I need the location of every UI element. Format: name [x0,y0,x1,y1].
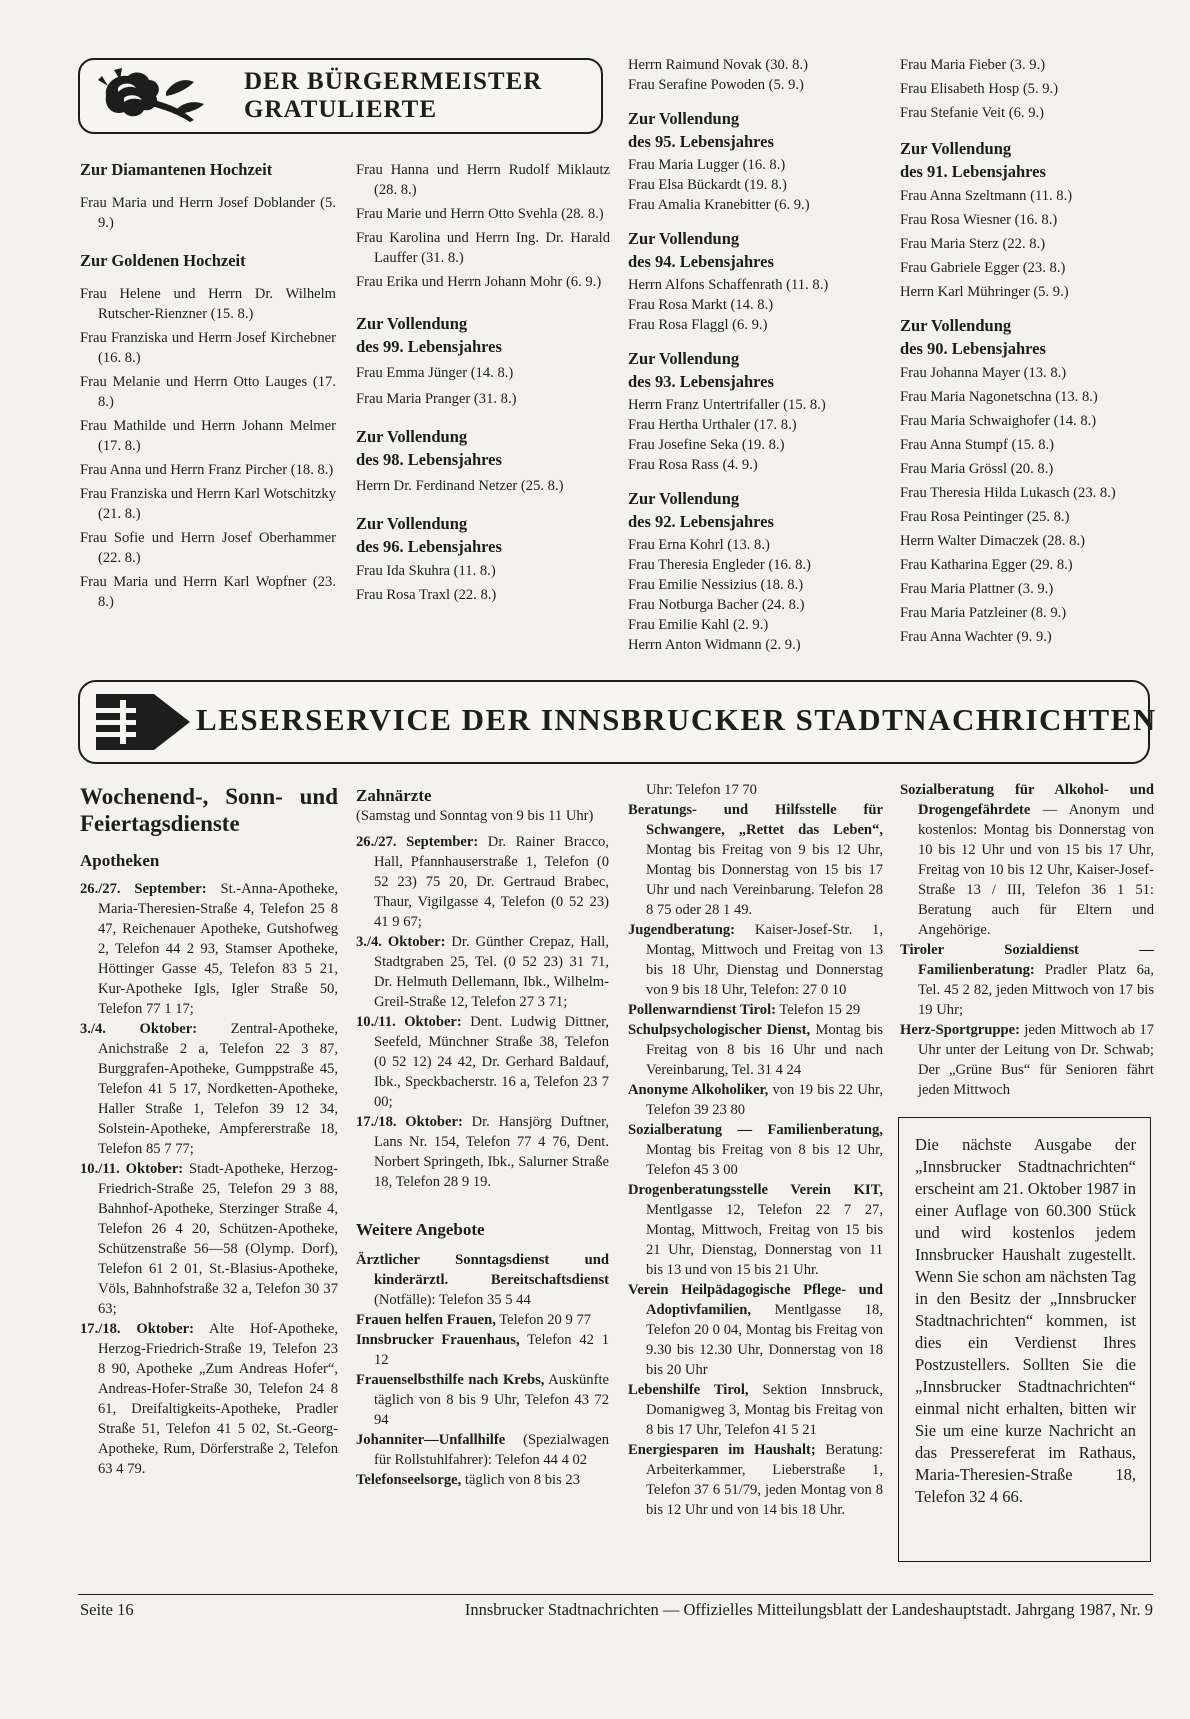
social-services-column [900,780,1154,1100]
item-text: Montag bis Freitag von 8 bis 16 Uhr und nach Vereinbarung, Tel. 31 4 24 [646,1022,883,1078]
item-text: St.-Anna-Apotheke, Maria-Theresien-Straße 4, Telefon 25 8 47, Reichenauer Apotheke, Gutshofweg 2, Telefon 44 2 93, Stamser Apotheke, Höttinger Gasse 45, Telefon 83 5 21, Kur-Apotheke Igls, Igler Straße 50, Telefon 77 1 17; [98,881,339,1017]
item-lead: Ärztlicher Sonntagsdienst und kinderärztl. Bereitschaftsdienst [356,1252,609,1288]
list-item: Frau Maria Schwaighofer (14. 8.) [900,413,1097,429]
list-item [628,1120,883,1180]
publication-line: Innsbrucker Stadtnachrichten — Offizielles Mitteilungsblatt der Landeshauptstadt. Jahrgang 1987, Nr. 9 [464,1600,1153,1619]
item-text: Montag bis Freitag von 9 bis 12 Uhr, Montag bis Donnerstag von 15 bis 17 Uhr und nach Vereinbarung. Telefon 28 8 75 oder 28 1 49. [646,842,883,918]
list-item: Herrn Raimund Novak (30. 8.) [628,57,808,73]
list-item [356,832,609,932]
list-item: Frau Maria und Herrn Karl Wopfner (23. 8.) [80,574,336,610]
list-item [628,920,883,1000]
age-93-continued [900,55,1152,123]
list-item [628,1180,883,1280]
list-item: Frau Stefanie Veit (6. 9.) [900,105,1045,121]
item-text: Sektion Innsbruck, Domanigweg 3, Montag bis Freitag von 8 bis 17 Uhr, Telefon 41 5 21 [646,1382,883,1438]
list-item: Frau Karolina und Herrn Ing. Dr. Harald Lauffer (31. 8.) [356,230,610,266]
item-lead: Sozialberatung — Familienberatung, [628,1122,883,1138]
list-item: Frau Emma Jünger (14. 8.) [356,365,514,381]
list-item [80,1019,338,1159]
section-heading: Zur Vollendung [900,316,1012,335]
list-item: Frau Rosa Flaggl (6. 9.) [628,317,768,333]
list-item: Frau Maria Plattner (3. 9.) [900,581,1054,597]
list-item [356,1370,609,1430]
list-item [628,800,883,920]
item-lead: Anonyme Alkoholiker, [628,1082,769,1098]
list-item: Herrn Franz Untertrifaller (15. 8.) [628,397,826,413]
list-item: Frau Rosa Wiesner (16. 8.) [900,212,1058,228]
list-item: Frau Gabriele Egger (23. 8.) [900,260,1066,276]
item-text: Auskünfte täglich von 8 bis 9 Uhr, Telefon 43 72 94 [374,1372,609,1428]
list-item [900,780,1154,940]
list-item: Frau Josefine Seka (19. 8.) [628,437,785,453]
item-text: Dr. Rainer Bracco, Hall, Pfannhauserstraße 1, Telefon (0 52 23) 75 20, Dr. Gertraud Brabec, Thaur, Vigilgasse 4, Telefon (0 52 23) 41 9 67; [374,834,609,930]
item-text: Pradler Platz 6a, Tel. 45 2 82, jeden Mittwoch von 17 bis 19 Uhr; [918,962,1154,1018]
list-item [628,1440,883,1520]
list-item: Frau Maria Pranger (31. 8.) [356,391,517,407]
list-item [80,879,338,1019]
next-issue-notice: Die nächste Ausgabe der „Innsbrucker Stadtnachrichten“ erscheint am 21. Oktober 1987 in einer Auflage von 60.300 Stück und wird kostenlos jedem Innsbrucker Haushalt zugestellt. Wenn Sie schon am nächsten Tag in den Besitz der „Innsbrucker Stadtnachrichten“ kommen, ist dies ein Verdienst Ihres Postzustellers. Sollten Sie die „Innsbrucker Stadtnachrichten“ einmal nicht erhalten, bitten wir Sie um eine kurze Nachricht an das Pressereferat im Rathaus, Maria-Theresien-Straße 18, Telefon 32 4 66. [898,1117,1151,1562]
item-lead: Drogenberatungsstelle Verein KIT, [628,1182,883,1198]
item-lead: Pollenwarndienst Tirol: [628,1002,776,1018]
age-96-continued [628,55,880,95]
age-93-section [628,349,880,475]
item-text: Dent. Ludwig Dittner, Seefeld, Münchner Straße 38, Telefon (0 52 12) 24 42, Dr. Gerhard Baldauf, Ibk., Speckbacherstr. 16 a, Telefon 23 7 00; [374,1014,609,1110]
list-item: Frau Maria und Herrn Josef Doblander (5. 9.) [80,195,336,231]
list-item: Frau Ida Skuhra (11. 8.) [356,563,496,579]
item-text: Mentlgasse 18, Telefon 20 0 04, Montag bis Freitag von 9.30 bis 12.30 Uhr, Donnerstag von 18 bis 20 Uhr [646,1302,883,1378]
list-item: Frau Maria Fieber (3. 9.) [900,57,1046,73]
list-item: Frau Maria Grössl (20. 8.) [900,461,1054,477]
list-item [80,1159,338,1319]
item-lead: 17./18. Oktober: [356,1114,463,1130]
item-lead: Lebenshilfe Tirol, [628,1382,749,1398]
item-lead: Tiroler Sozialdienst — Familienberatung: [900,942,1154,978]
item-lead: 3./4. Oktober: [356,934,446,950]
item-text: Stadt-Apotheke, Herzog-Friedrich-Straße 25, Telefon 29 3 88, Bahnhof-Apotheke, Sterzinger Straße 4, Telefon 26 4 20, Schützen-Apotheke, Schützenstraße 56—58 (Olymp. Dorf), Telefon 61 2 01, St.-Blasius-Apotheke, Völs, Bahnhofstraße 32 a, Telefon 30 37 63; [98,1161,338,1317]
list-item [356,1330,609,1370]
pharmacy-column [80,783,338,1479]
list-item [628,1080,883,1120]
birthday-banner-line1: DER BÜRGERMEISTER [244,68,543,95]
list-item: Frau Emilie Nessizius (18. 8.) [628,577,804,593]
section-subheading: des 96. Lebensjahres [356,537,502,556]
list-item: Frau Hanna und Herrn Rudolf Miklautz (28. 8.) [356,162,610,198]
list-item [356,1112,609,1192]
list-item: Frau Sofie und Herrn Josef Oberhammer (22. 8.) [80,530,336,566]
reader-service-banner [78,680,1157,764]
birthday-banner [78,58,603,134]
age-90-section [900,316,1152,647]
item-lead: Herz-Sportgruppe: [900,1022,1020,1038]
list-item: Frau Franziska und Herrn Josef Kirchebner (16. 8.) [80,330,336,366]
list-item: Frau Rosa Peintinger (25. 8.) [900,509,1070,525]
list-item: Frau Elisabeth Hosp (5. 9.) [900,81,1059,97]
item-lead: 3./4. Oktober: [80,1021,198,1037]
list-item [356,1250,609,1310]
item-text: Dr. Hansjörg Duftner, Lans Nr. 154, Telefon 77 4 76, Dent. Norbert Springeth, Ibk., Salurner Straße 18, Telefon 28 9 19. [374,1114,609,1190]
item-lead: Johanniter—Unfallhilfe [356,1432,506,1448]
list-item: Herrn Anton Widmann (2. 9.) [628,637,801,653]
list-item: Frau Erna Kohrl (13. 8.) [628,537,770,553]
list-item: Frau Anna Szeltmann (11. 8.) [900,188,1073,204]
age-92-section [628,489,880,655]
section-heading: Zur Diamantenen Hochzeit [80,160,273,179]
item-lead: 17./18. Oktober: [80,1321,194,1337]
item-lead: Jugendberatung: [628,922,736,938]
list-item: Frau Anna und Herrn Franz Pircher (18. 8.) [80,462,334,478]
item-lead: 10./11. Oktober: [80,1161,184,1177]
item-lead: 10./11. Oktober: [356,1014,462,1030]
list-item: Frau Maria Nagonetschna (13. 8.) [900,389,1098,405]
anniversary-column-2 [356,160,610,623]
list-item: Frau Katharina Egger (29. 8.) [900,557,1073,573]
list-item: Frau Rosa Traxl (22. 8.) [356,587,497,603]
list-item: Frau Marie und Herrn Otto Svehla (28. 8.) [356,206,604,222]
item-lead: Frauenselbsthilfe nach Krebs, [356,1372,545,1388]
list-item: Frau Serafine Powoden (5. 9.) [628,77,804,93]
item-lead: 26./27. September: [356,834,479,850]
list-item [628,1380,883,1440]
age-99-section [356,314,610,409]
golden-wedding-continued [356,160,610,292]
item-text: Montag bis Freitag von 8 bis 12 Uhr, Telefon 45 3 00 [646,1142,883,1178]
age-95-section [628,109,880,215]
age-96-section [356,514,610,605]
list-item: Frau Maria Patzleiner (8. 9.) [900,605,1067,621]
list-item [628,1020,883,1080]
item-text: Mentlgasse 12, Telefon 22 7 27, Montag, Mittwoch, Freitag von 15 bis 21 Uhr, Dienstag, Donnerstag von 11 bis 13 und von 15 bis 21 Uhr. [646,1202,883,1278]
list-item: Frau Maria Lugger (16. 8.) [628,157,786,173]
item-lead: Schulpsychologischer Dienst, [628,1022,811,1038]
list-item: Frau Helene und Herrn Dr. Wilhelm Rutscher-Rienzner (15. 8.) [80,286,336,322]
section-heading: Zur Vollendung [356,427,468,446]
list-item: Frau Franziska und Herrn Karl Wotschitzky (21. 8.) [80,486,336,522]
list-item: Frau Anna Stumpf (15. 8.) [900,437,1055,453]
section-heading: Zur Vollendung [628,489,740,508]
list-item: Frau Anna Wachter (9. 9.) [900,629,1052,645]
services-title: Wochenend-, Sonn- und Feiertagsdienste [80,784,338,836]
list-item: Frau Elsa Bückardt (19. 8.) [628,177,787,193]
age-91-section [900,139,1152,302]
golden-wedding-section [80,251,336,612]
list-item: Frau Emilie Kahl (2. 9.) [628,617,769,633]
anniversary-column-1 [80,160,336,630]
dentist-heading: Zahnärzte [356,786,432,805]
age-94-section [628,229,880,335]
dentist-column [356,786,609,1490]
list-item [628,1280,883,1380]
list-item: Frau Maria Sterz (22. 8.) [900,236,1046,252]
item-text: jeden Mittwoch ab 17 Uhr unter der Leitung von Dr. Schwab; Der „Grüne Bus“ für Senioren fährt jeden Mittwoch [918,1022,1154,1098]
list-item [356,1012,609,1112]
diamond-wedding-section [80,160,336,233]
list-item [356,1430,609,1470]
item-lead: Frauen helfen Frauen, [356,1312,496,1328]
section-subheading: des 90. Lebensjahres [900,339,1046,358]
section-heading: Zur Vollendung [628,109,740,128]
item-text: Telefon 15 29 [775,1002,861,1018]
section-heading: Zur Vollendung [628,229,740,248]
item-lead: Verein Heilpädagogische Pflege- und Adoptivfamilien, [628,1282,883,1318]
anniversary-column-3 [628,55,880,673]
list-item [900,1020,1154,1100]
section-subheading: des 91. Lebensjahres [900,162,1046,181]
birthday-banner-line2: GRATULIERTE [244,96,438,123]
section-subheading: des 99. Lebensjahres [356,337,502,356]
rose-emblem-icon [94,66,214,128]
item-lead: Innsbrucker Frauenhaus, [356,1332,520,1348]
birthday-banner-title [244,68,594,124]
list-item: Frau Erika und Herrn Johann Mohr (6. 9.) [356,274,602,290]
list-item [80,1319,338,1479]
section-subheading: des 94. Lebensjahres [628,252,774,271]
continued-text: Uhr: Telefon 17 70 [646,782,757,798]
list-item: Herrn Dr. Ferdinand Netzer (25. 8.) [356,478,564,494]
item-text: (Notfälle): Telefon 35 5 44 [374,1292,531,1308]
counseling-column [628,780,883,1520]
list-item: Frau Rosa Markt (14. 8.) [628,297,774,313]
section-heading: Zur Goldenen Hochzeit [80,251,246,270]
item-text: Beratung: Arbeiterkammer, Lieberstraße 1, Telefon 37 6 51/79, jeden Montag von 8 bis 12 Uhr und von 14 bis 18 Uhr. [646,1442,883,1518]
list-item: Herrn Alfons Schaffenrath (11. 8.) [628,277,829,293]
list-item: Frau Amalia Kranebitter (6. 9.) [628,197,810,213]
age-98-section [356,427,610,496]
list-item: Frau Theresia Engleder (16. 8.) [628,557,811,573]
footer-divider [78,1594,1153,1595]
item-text: — Anonym und kostenlos: Montag bis Donnerstag von 10 bis 12 Uhr und von 15 bis 17 Uhr, Freitag von 10 bis 12 Uhr, Kaiser-Josef-Straße 13 / III, Telefon 36 1 51: Beratung auch für Eltern und Angehörige. [918,802,1154,938]
item-lead: Telefonseelsorge, [356,1472,462,1488]
item-text: Dr. Günther Crepaz, Hall, Stadtgraben 25, Tel. (0 52 23) 31 71, Dr. Helmuth Dellemann, Ibk., Wilhelm-Greil-Straße 12, Telefon 27 3 71; [374,934,609,1010]
section-heading: Zur Vollendung [356,514,468,533]
item-text: Telefon 20 9 77 [495,1312,592,1328]
item-text: täglich von 8 bis 23 [461,1472,581,1488]
list-item: Herrn Karl Mühringer (5. 9.) [900,284,1069,300]
item-lead: 26./27. September: [80,881,207,897]
anniversary-column-4 [900,55,1152,665]
list-item [356,932,609,1012]
list-item: Frau Theresia Hilda Lukasch (23. 8.) [900,485,1116,501]
list-item: Frau Rosa Rass (4. 9.) [628,457,758,473]
list-item: Herrn Walter Dimaczek (28. 8.) [900,533,1085,549]
section-heading: Zur Vollendung [628,349,740,368]
pharmacy-heading: Apotheken [80,851,160,870]
item-text: Telefon 42 1 12 [374,1332,609,1368]
arrow-logo-icon [90,690,194,754]
list-item [628,1000,883,1020]
other-offers-heading: Weitere Angebote [356,1220,485,1239]
list-item: Frau Johanna Mayer (13. 8.) [900,365,1067,381]
item-lead: Energiesparen im Haushalt; [628,1442,816,1458]
item-lead: Sozialberatung für Alkohol- und Drogengefährdete [900,782,1154,818]
item-text: Zentral-Apotheke, Anichstraße 2 a, Telefon 22 3 87, Burggrafen-Apotheke, Gumppstraße 45, Telefon 41 5 17, Nordketten-Apotheke, Haller Straße 1, Telefon 39 12 34, Solstein-Apotheke, Ampfererstraße 18, Telefon 85 7 77; [98,1021,338,1157]
page-number: Seite 16 [80,1600,134,1619]
section-subheading: des 95. Lebensjahres [628,132,774,151]
list-item [356,1470,609,1490]
item-text: Alte Hof-Apotheke, Herzog-Friedrich-Straße 19, Telefon 23 8 90, Apotheke „Zum Andreas Hofer“, Andreas-Hofer-Straße 30, Telefon 24 8 61, Dreifaltigkeits-Apotheke, Pradler Straße 51, Telefon 41 5 02, St.-Georg-Apotheke, Rum, Dörferstraße 2, Telefon 63 4 79. [98,1321,338,1477]
item-text: (Spezialwagen für Rollstuhlfahrer): Telefon 44 4 02 [374,1432,609,1468]
list-item [900,940,1154,1020]
list-item: Frau Mathilde und Herrn Johann Melmer (17. 8.) [80,418,336,454]
list-item: Frau Melanie und Herrn Otto Lauges (17. 8.) [80,374,336,410]
list-item [356,1310,609,1330]
section-subheading: des 93. Lebensjahres [628,372,774,391]
section-subheading: des 92. Lebensjahres [628,512,774,531]
section-subheading: des 98. Lebensjahres [356,450,502,469]
item-text: von 19 bis 22 Uhr, Telefon 39 23 80 [646,1082,883,1118]
section-heading: Zur Vollendung [900,139,1012,158]
dentist-intro: (Samstag und Sonntag von 9 bis 11 Uhr) [356,808,594,824]
list-item: Frau Hertha Urthaler (17. 8.) [628,417,797,433]
section-heading: Zur Vollendung [356,314,468,333]
reader-service-title: LESERSERVICE DER INNSBRUCKER STADTNACHRICHTEN [196,702,1157,737]
item-text: Kaiser-Josef-Str. 1, Montag, Mittwoch und Freitag von 13 bis 18 Uhr, Dienstag und Donnerstag von 9 bis 18 Uhr, Telefon: 27 0 10 [646,922,883,998]
item-lead: Beratungs- und Hilfsstelle für Schwangere, „Rettet das Leben“, [628,802,883,838]
list-item: Frau Notburga Bacher (24. 8.) [628,597,805,613]
